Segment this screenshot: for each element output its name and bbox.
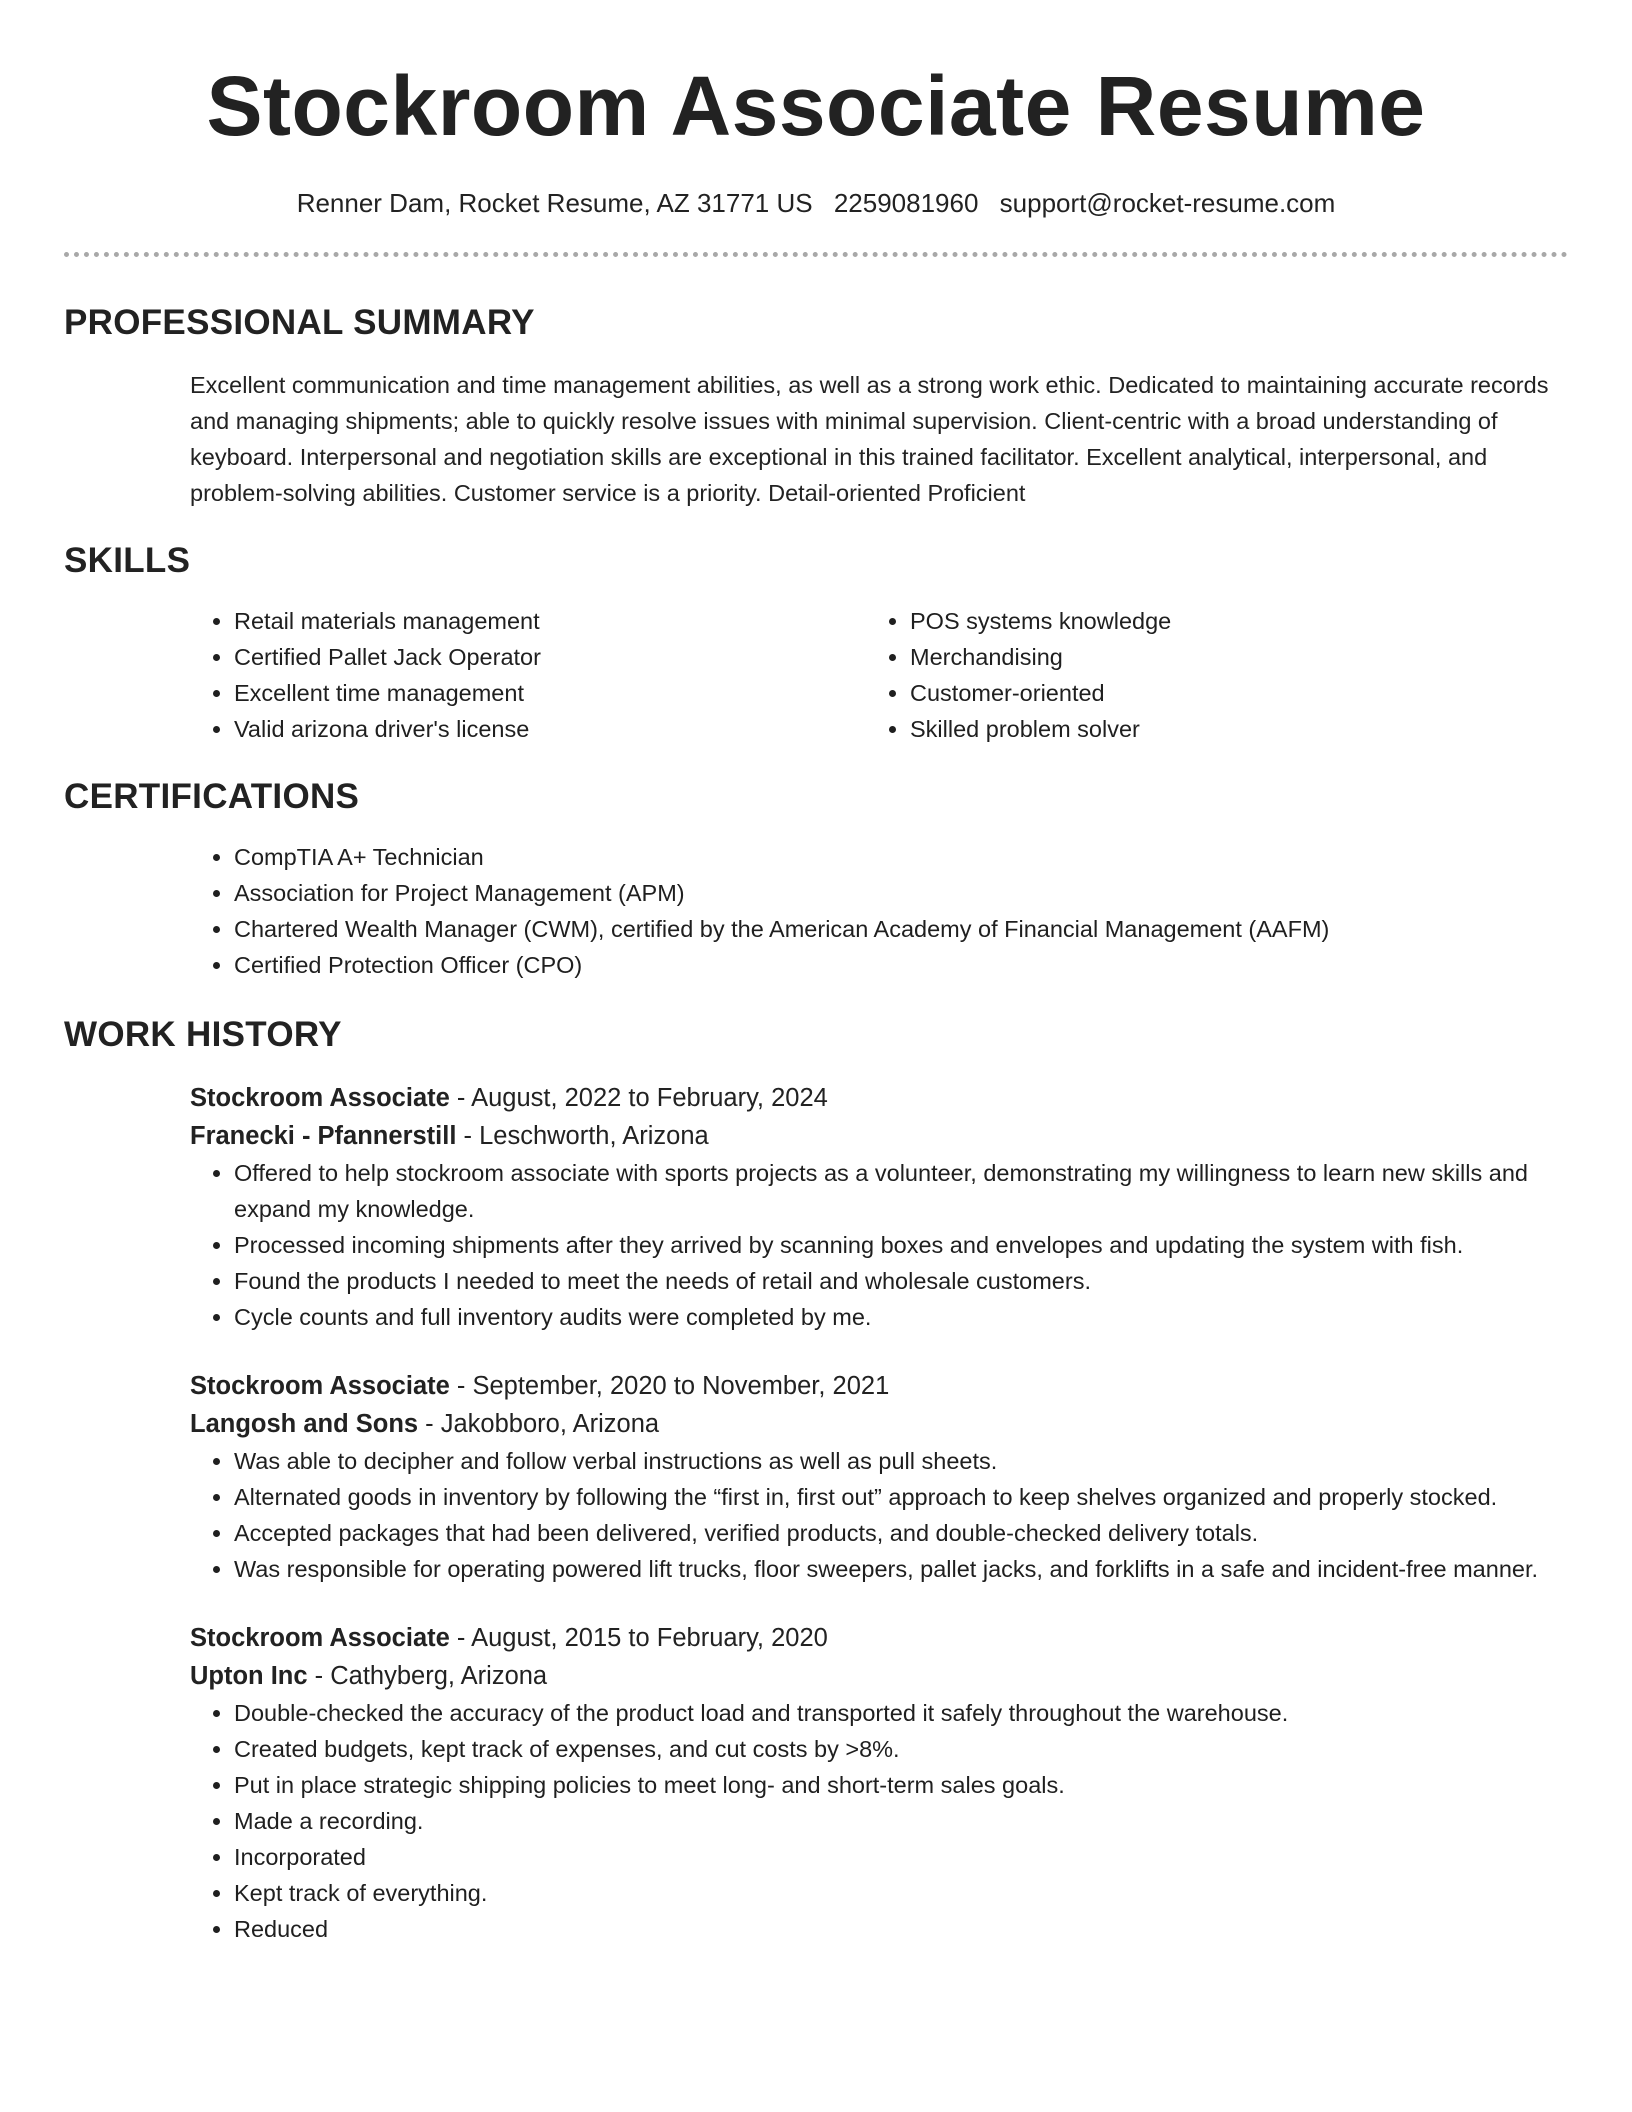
contact-phone: 2259081960	[833, 188, 979, 218]
certification-item: • CompTIA A+ Technician	[234, 839, 1568, 875]
job-title-line	[190, 1367, 1568, 1405]
job-duties	[190, 1695, 1568, 1947]
job-duty: • Incorporated	[234, 1839, 1568, 1875]
skill-item: • Certified Pallet Jack Operator	[234, 639, 866, 675]
job-duty: • Cycle counts and full inventory audits were completed by me.	[234, 1299, 1568, 1335]
job-company-line	[190, 1405, 1568, 1443]
certifications-list	[190, 839, 1568, 983]
skill-item: • Valid arizona driver's license	[234, 711, 866, 747]
certification-item: • Association for Project Management (APM)	[234, 875, 1568, 911]
job-duty: • Double-checked the accuracy of the product load and transported it safely throughout the warehouse.	[234, 1695, 1568, 1731]
job-duty: • Processed incoming shipments after they arrived by scanning boxes and envelopes and updating the system with fish.	[234, 1227, 1568, 1263]
job-entry	[190, 1367, 1568, 1587]
summary-heading: PROFESSIONAL SUMMARY	[64, 303, 535, 342]
job-company: Franecki - Pfannerstill	[190, 1122, 457, 1150]
certification-item: • Chartered Wealth Manager (CWM), certified by the American Academy of Financial Management (AAFM)	[234, 911, 1568, 947]
job-location: - Cathyberg, Arizona	[307, 1662, 548, 1690]
job-dates: - September, 2020 to November, 2021	[449, 1372, 890, 1400]
contact-address: Renner Dam, Rocket Resume, AZ 31771 US	[296, 188, 813, 218]
skills-column-left	[190, 603, 866, 747]
certifications-heading: CERTIFICATIONS	[64, 777, 360, 816]
job-dates: - August, 2015 to February, 2020	[449, 1624, 828, 1652]
job-duty: • Accepted packages that had been delivered, verified products, and double-checked delivery totals.	[234, 1515, 1568, 1551]
job-entry	[190, 1079, 1568, 1335]
job-duty: • Alternated goods in inventory by following the “first in, first out” approach to keep shelves organized and properly stocked.	[234, 1479, 1568, 1515]
job-duty: • Was responsible for operating powered lift trucks, floor sweepers, pallet jacks, and forklifts in a safe and incident-free manner.	[234, 1551, 1568, 1587]
job-role: Stockroom Associate	[190, 1624, 450, 1652]
job-duties	[190, 1155, 1568, 1335]
skill-item: • Excellent time management	[234, 675, 866, 711]
job-duty: • Created budgets, kept track of expenses, and cut costs by >8%.	[234, 1731, 1568, 1767]
work-history-heading: WORK HISTORY	[64, 1015, 342, 1054]
job-location: - Leschworth, Arizona	[456, 1122, 709, 1150]
skill-item: • Customer-oriented	[910, 675, 1542, 711]
skills-column-right	[866, 603, 1542, 747]
job-title-line	[190, 1079, 1568, 1117]
contact-info	[64, 186, 1568, 220]
skills-grid	[190, 603, 1568, 747]
skill-item: • POS systems knowledge	[910, 603, 1542, 639]
job-duty: • Made a recording.	[234, 1803, 1568, 1839]
job-location: - Jakobboro, Arizona	[418, 1410, 660, 1438]
job-role: Stockroom Associate	[190, 1372, 450, 1400]
job-duty: • Was able to decipher and follow verbal instructions as well as pull sheets.	[234, 1443, 1568, 1479]
job-company-line	[190, 1657, 1568, 1695]
summary-text: Excellent communication and time management abilities, as well as a strong work ethic. Dedicated to maintaining accurate records and managing shipments; able to quickly resolve issues with minimal supervision. Client-centric with a broad understanding of keyboard. Interpersonal and negotiation skills are exceptional in this trained facilitator. Excellent analytical, interpersonal, and problem-solving abilities. Customer service is a priority. Detail-oriented Proficient	[190, 372, 1549, 506]
job-duty: • Found the products I needed to meet the needs of retail and wholesale customers.	[234, 1263, 1568, 1299]
resume-title: Stockroom Associate Resume	[206, 59, 1426, 153]
job-duty: • Offered to help stockroom associate with sports projects as a volunteer, demonstrating my willingness to learn new skills and expand my knowledge.	[234, 1155, 1568, 1227]
contact-email: support@rocket-resume.com	[999, 188, 1336, 218]
job-dates: - August, 2022 to February, 2024	[449, 1084, 828, 1112]
job-entry	[190, 1619, 1568, 1947]
skill-item: • Skilled problem solver	[910, 711, 1542, 747]
job-role: Stockroom Associate	[190, 1084, 450, 1112]
job-duty: • Kept track of everything.	[234, 1875, 1568, 1911]
certification-item: • Certified Protection Officer (CPO)	[234, 947, 1568, 983]
job-company: Upton Inc	[190, 1662, 308, 1690]
skill-item: • Merchandising	[910, 639, 1542, 675]
skills-heading: SKILLS	[64, 541, 191, 580]
job-company: Langosh and Sons	[190, 1410, 419, 1438]
skill-item: • Retail materials management	[234, 603, 866, 639]
job-duty: • Put in place strategic shipping policies to meet long- and short-term sales goals.	[234, 1767, 1568, 1803]
job-duty: • Reduced	[234, 1911, 1568, 1947]
header-divider	[64, 252, 1568, 257]
job-title-line	[190, 1619, 1568, 1657]
job-company-line	[190, 1117, 1568, 1155]
job-duties	[190, 1443, 1568, 1587]
